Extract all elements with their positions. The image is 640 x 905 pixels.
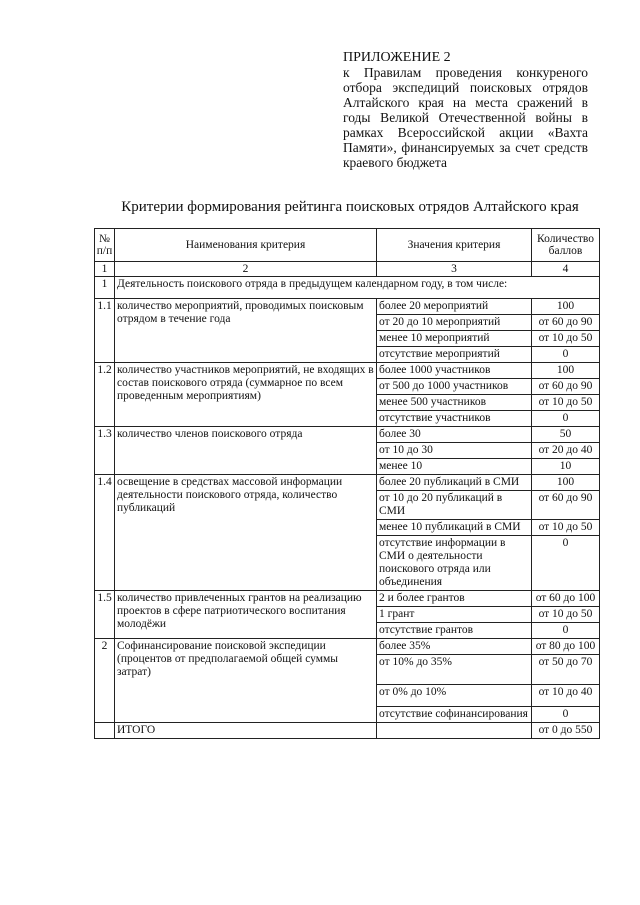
criterion-name: количество членов поискового отряда (115, 427, 377, 475)
criterion-value: менее 10 публикаций в СМИ (377, 520, 532, 536)
total-row (95, 723, 600, 739)
criterion-value: менее 10 (377, 459, 532, 475)
criterion-value: от 10 до 30 (377, 443, 532, 459)
criterion-value: отсутствие участников (377, 411, 532, 427)
criterion-points: 100 (532, 363, 600, 379)
criterion-points: от 10 до 50 (532, 520, 600, 536)
criterion-points: от 60 до 100 (532, 591, 600, 607)
criterion-value: от 500 до 1000 участников (377, 379, 532, 395)
total-value-cell (377, 723, 532, 739)
criterion-points: 100 (532, 475, 600, 491)
criterion-points: от 50 до 70 (532, 655, 600, 685)
appendix-title: ПРИЛОЖЕНИЕ 2 (343, 50, 451, 65)
criterion-value: менее 500 участников (377, 395, 532, 411)
criterion-points: 100 (532, 299, 600, 315)
total-num-cell (95, 723, 115, 739)
header-value: Значения критерия (377, 229, 532, 262)
criterion-points: от 10 до 40 (532, 685, 600, 707)
header-name: Наименования критерия (115, 229, 377, 262)
criterion-value: 2 и более грантов (377, 591, 532, 607)
column-number: 1 (95, 262, 115, 277)
criterion-value: от 10 до 20 публикаций в СМИ (377, 491, 532, 520)
criterion-name: количество участников мероприятий, не входящих в состав поискового отряда (суммарное по всем проведенным мероприятиям) (115, 363, 377, 427)
column-number: 3 (377, 262, 532, 277)
criterion-value: от 20 до 10 мероприятий (377, 315, 532, 331)
criterion-name: количество мероприятий, проводимых поисковым отрядом в течение года (115, 299, 377, 363)
criterion-value: отсутствие грантов (377, 623, 532, 639)
criterion-points: 0 (532, 536, 600, 591)
criterion-value: более 20 мероприятий (377, 299, 532, 315)
criterion-value: отсутствие информации в СМИ о деятельности поискового отряда или объединения (377, 536, 532, 591)
total-label: ИТОГО (115, 723, 377, 739)
row-number: 1.5 (95, 591, 115, 639)
table-row (95, 475, 600, 491)
criterion-value: более 30 (377, 427, 532, 443)
criterion-points: 0 (532, 411, 600, 427)
criterion-points: 50 (532, 427, 600, 443)
criterion-points: 0 (532, 623, 600, 639)
section-row (95, 277, 600, 299)
row-number: 2 (95, 639, 115, 723)
table-row (95, 299, 600, 315)
criterion-points: от 20 до 40 (532, 443, 600, 459)
document-title: Критерии формирования рейтинга поисковых отрядов Алтайского края (121, 199, 579, 215)
criterion-points: от 60 до 90 (532, 379, 600, 395)
table-row (95, 427, 600, 443)
header-points: Количество баллов (532, 229, 600, 262)
table-row (95, 639, 600, 655)
criterion-points: 0 (532, 707, 600, 723)
column-number-row (95, 262, 600, 277)
criterion-value: отсутствие софинансирования (377, 707, 532, 723)
column-number: 4 (532, 262, 600, 277)
row-number: 1.2 (95, 363, 115, 427)
row-number: 1 (95, 277, 115, 299)
criterion-value: отсутствие мероприятий (377, 347, 532, 363)
criterion-value: от 10% до 35% (377, 655, 532, 685)
criterion-points: 0 (532, 347, 600, 363)
criterion-name: количество привлеченных грантов на реализацию проектов в сфере патриотического воспитания молодёжи (115, 591, 377, 639)
row-number: 1.3 (95, 427, 115, 475)
criterion-value: 1 грант (377, 607, 532, 623)
criterion-points: от 10 до 50 (532, 395, 600, 411)
criterion-name: Софинансирование поисковой экспедиции (процентов от предполагаемой общей суммы затрат) (115, 639, 377, 723)
criteria-table (94, 228, 600, 739)
table-header-row (95, 229, 600, 262)
criterion-value: более 20 публикаций в СМИ (377, 475, 532, 491)
criterion-name: освещение в средствах массовой информации деятельности поискового отряда, количество публикаций (115, 475, 377, 591)
criterion-points: от 80 до 100 (532, 639, 600, 655)
criterion-value: от 0% до 10% (377, 685, 532, 707)
criterion-points: от 60 до 90 (532, 315, 600, 331)
header-num: № п/п (95, 229, 115, 262)
appendix-header (343, 50, 588, 170)
criterion-value: менее 10 мероприятий (377, 331, 532, 347)
row-number: 1.4 (95, 475, 115, 591)
criterion-points: от 10 до 50 (532, 331, 600, 347)
criterion-points: 10 (532, 459, 600, 475)
criterion-value: более 1000 участников (377, 363, 532, 379)
criterion-points: от 10 до 50 (532, 607, 600, 623)
row-number: 1.1 (95, 299, 115, 363)
table-row (95, 363, 600, 379)
appendix-reference: к Правилам проведения конкуреного отбора экспедиций поисковых отрядов Алтайского края на места сражений в годы Великой Отечественной войны в рамках Всероссийской акции «Вахта Памяти», финансируемых за счет средств краевого бюджета (343, 65, 588, 170)
section-title: Деятельность поискового отряда в предыдущем календарном году, в том числе: (115, 277, 600, 299)
criterion-points: от 60 до 90 (532, 491, 600, 520)
column-number: 2 (115, 262, 377, 277)
total-points: от 0 до 550 (532, 723, 600, 739)
criterion-value: более 35% (377, 639, 532, 655)
table-row (95, 591, 600, 607)
